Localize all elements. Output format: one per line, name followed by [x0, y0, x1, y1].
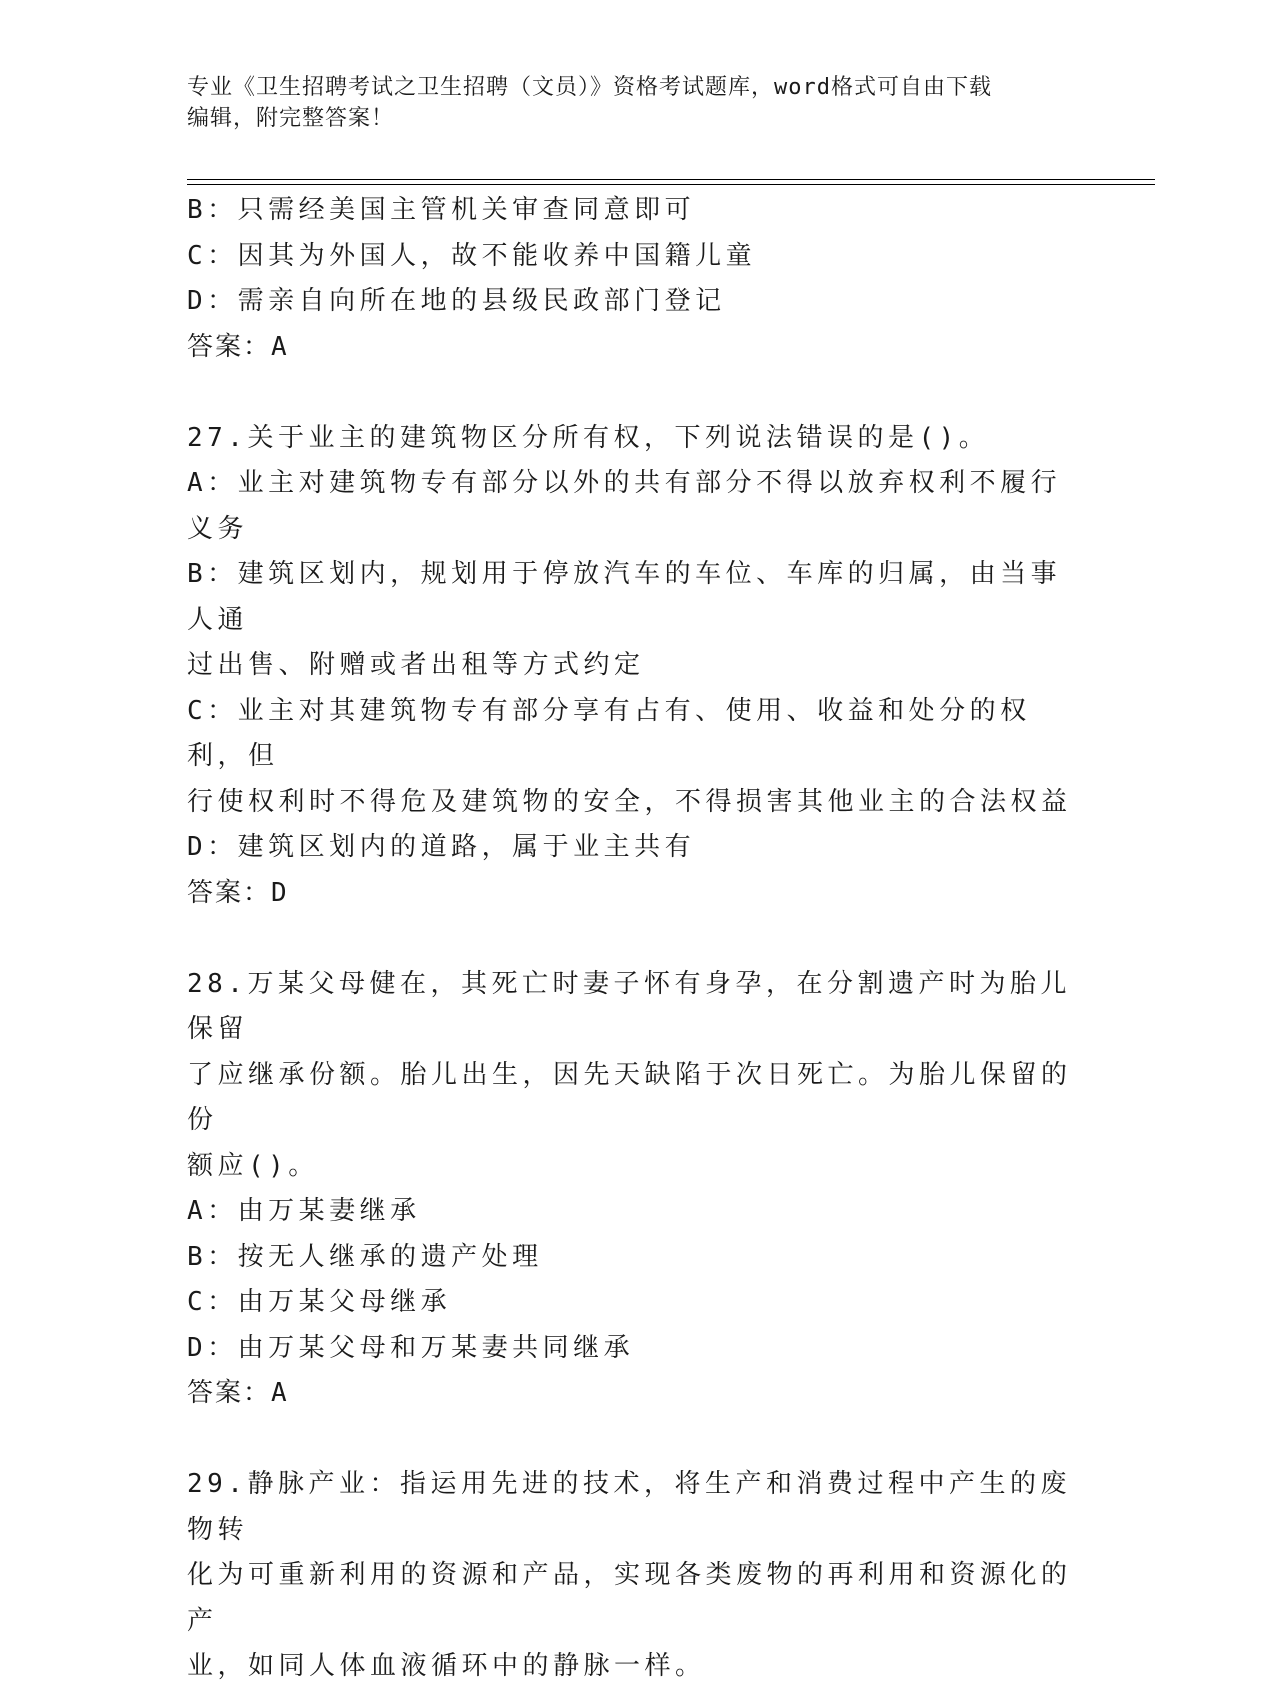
- option-c: C：由万某父母继承: [187, 1287, 452, 1317]
- document-body: [187, 188, 1077, 1690]
- question-26-tail: [187, 188, 1077, 370]
- option-b-line-1: B：建筑区划内，规划用于停放汽车的车位、车库的归属，由当事人通: [187, 559, 1062, 635]
- question-28: [187, 962, 1077, 1417]
- answer: 答案：A: [187, 1378, 289, 1408]
- option-b: B：只需经美国主管机关审查同意即可: [187, 195, 696, 225]
- option-a: A：由万某妻继承: [187, 1196, 421, 1226]
- header-divider-bottom: [187, 184, 1155, 185]
- spacer: [187, 370, 1077, 416]
- document-header: [187, 72, 1087, 134]
- answer: 答案：D: [187, 877, 289, 908]
- option-d: D：由万某父母和万某妻共同继承: [187, 1332, 635, 1363]
- option-c-line-1: C：业主对其建筑物专有部分享有占有、使用、收益和处分的权利，但: [187, 695, 1031, 771]
- question-29: [187, 1462, 1077, 1690]
- question-text: 27.关于业主的建筑物区分所有权，下列说法错误的是()。: [187, 422, 990, 453]
- option-a: A：业主对建筑物专有部分以外的共有部分不得以放弃权利不履行义务: [187, 468, 1062, 544]
- answer: 答案：A: [187, 331, 289, 362]
- question-text-line-1: 28.万某父母健在，其死亡时妻子怀有身孕，在分割遗产时为胎儿保留: [187, 968, 1071, 1044]
- header-divider-top: [187, 179, 1155, 180]
- header-line-2: 编辑，附完整答案！: [187, 106, 395, 131]
- question-text-line-2: 了应继承份额。胎儿出生，因先天缺陷于次日死亡。为胎儿保留的份: [187, 1059, 1072, 1135]
- option-d: D：需亲自向所在地的县级民政部门登记: [187, 286, 726, 316]
- question-text-line-1: 29.静脉产业：指运用先进的技术，将生产和消费过程中产生的废物转: [187, 1469, 1071, 1545]
- question-text-line-3: 额应()。: [187, 1150, 319, 1181]
- question-text-line-3: 业，如同人体血液循环中的静脉一样。: [187, 1651, 706, 1681]
- option-b: B：按无人继承的遗产处理: [187, 1241, 543, 1272]
- option-c-line-2: 行使权利时不得危及建筑物的安全，不得损害其他业主的合法权益: [187, 786, 1072, 817]
- header-line-1: 专业《卫生招聘考试之卫生招聘（文员）》资格考试题库，word格式可自由下载: [187, 75, 992, 100]
- option-c: C：因其为外国人，故不能收养中国籍儿童: [187, 240, 757, 271]
- question-text-line-2: 化为可重新利用的资源和产品，实现各类废物的再利用和资源化的产: [187, 1560, 1072, 1636]
- option-d: D：建筑区划内的道路，属于业主共有: [187, 832, 696, 862]
- spacer: [187, 1417, 1077, 1463]
- option-b-line-2: 过出售、附赠或者出租等方式约定: [187, 650, 645, 680]
- spacer: [187, 916, 1077, 962]
- question-27: [187, 416, 1077, 917]
